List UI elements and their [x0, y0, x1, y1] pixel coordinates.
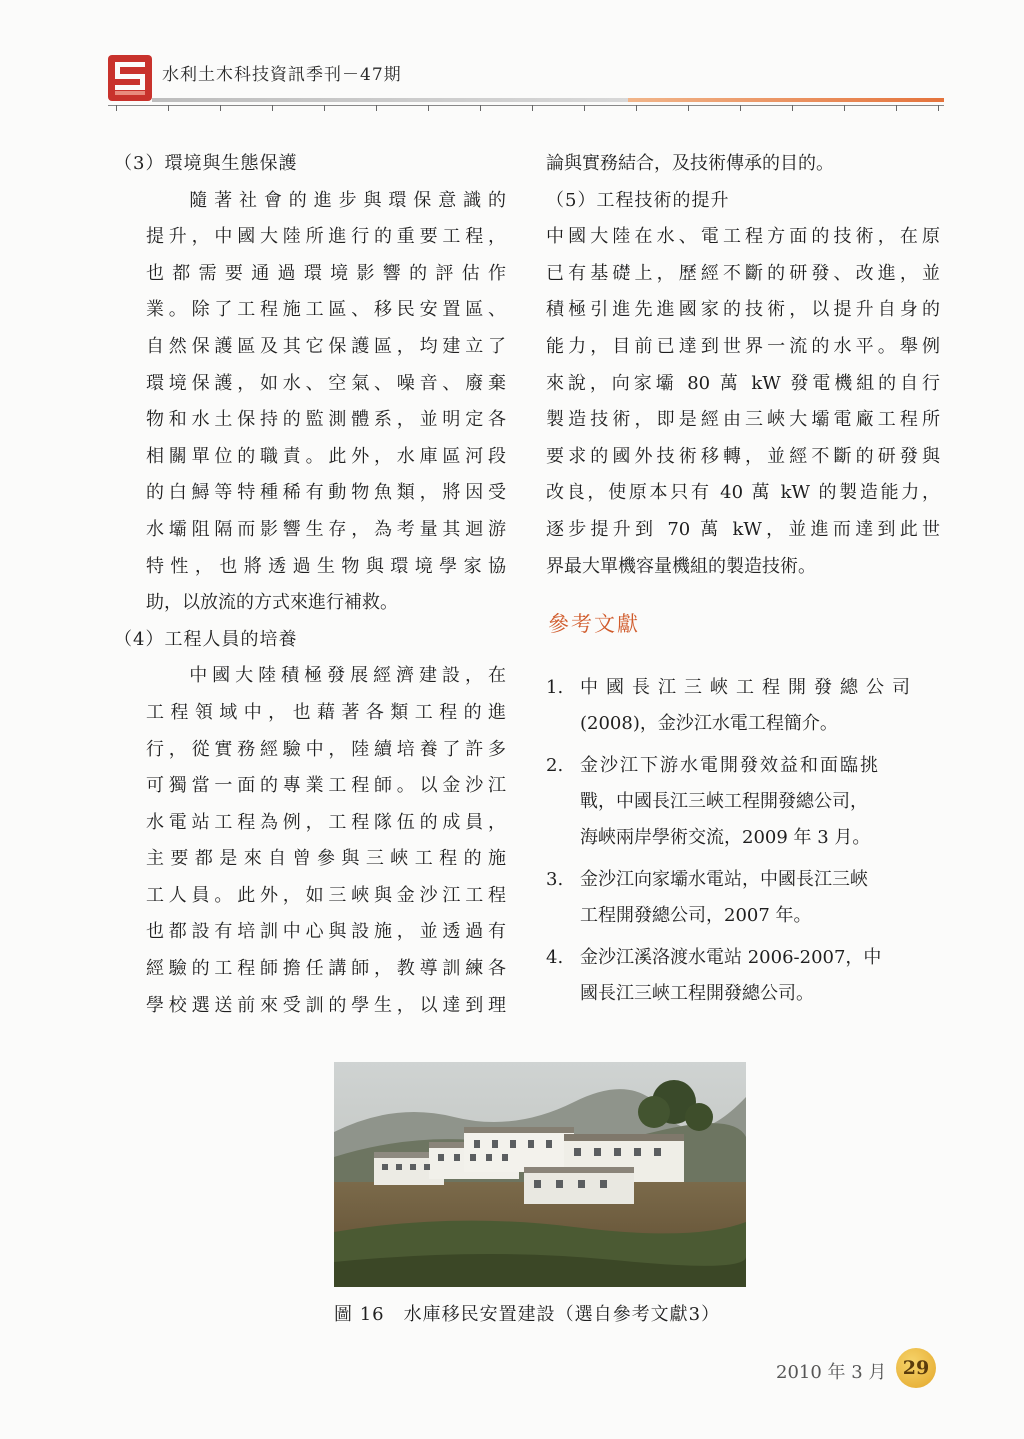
journal-logo-icon: [108, 55, 152, 101]
right-column: [546, 146, 940, 585]
section-heading-technology: （5）工程技術的提升: [546, 189, 730, 211]
left-column: [114, 146, 506, 1024]
text-line: 中國大陸積極發展經濟建設，在: [189, 665, 506, 687]
text-line: 改良，使原本只有 40 萬 kW 的製造能力，: [546, 482, 940, 504]
text-line: 經驗的工程師擔任講師，教導訓練各: [146, 958, 506, 980]
section-heading-engineers: （4）工程人員的培養: [114, 628, 298, 650]
section-body-environment: [114, 183, 506, 622]
text-line: 已有基礎上，歷經不斷的研發、改進，並: [546, 262, 940, 284]
text-line: 積極引進先進國家的技術，以提升自身的: [546, 299, 940, 321]
text-line: 環境保護，如水、空氣、噪音、廢棄: [146, 372, 506, 394]
text-line: 助，以放流的方式來進行補救。: [146, 592, 398, 614]
section-heading-environment: （3）環境與生態保護: [114, 153, 298, 174]
reference-text: 戰，中國長江三峽工程開發總公司，: [580, 791, 868, 812]
text-line: 來說，向家壩 80 萬 kW 發電機組的自行: [546, 372, 940, 394]
text-line: 隨著社會的進步與環保意識的: [189, 189, 506, 211]
reference-text: 金沙江向家壩水電站，中國長江三峽: [580, 869, 868, 890]
text-line: 相關單位的職責。此外，水庫區河段: [146, 445, 506, 467]
text-line: 業。除了工程施工區、移民安置區、: [146, 299, 506, 321]
text-line: 物和水土保持的監測體系，並明定各: [146, 409, 506, 431]
text-line: 可獨當一面的專業工程師。以金沙江: [146, 775, 506, 797]
text-line: 自然保護區及其它保護區，均建立了: [146, 335, 506, 357]
references-list: [546, 670, 940, 1018]
journal-title: 水利土木科技資訊季刊－47期: [162, 65, 402, 85]
section-body-engineers: [114, 658, 506, 1024]
reference-item: [546, 940, 940, 1012]
text-line: 要求的國外技術移轉，並經不斷的研發與: [546, 445, 940, 467]
text-line: 工人員。此外，如三峽與金沙江工程: [146, 884, 506, 906]
text-line: 能力，目前已達到世界一流的水平。舉例: [546, 335, 940, 357]
text-line: 的白鱘等特種稀有動物魚類，將因受: [146, 482, 506, 504]
text-line: 中國大陸在水、電工程方面的技術，在原: [546, 226, 940, 248]
issue-date: 2010 年 3 月: [776, 1362, 887, 1383]
reference-text: 海峽兩岸學術交流，2009 年 3 月。: [580, 827, 871, 848]
text-line: 主要都是來自曾參與三峽工程的施: [146, 848, 506, 870]
text-line: 製造技術，即是經由三峽大壩電廠工程所: [546, 409, 940, 431]
reference-text: 中國長江三峽工程開發總公司: [580, 677, 918, 698]
text-line: 提升，中國大陸所進行的重要工程，: [146, 226, 506, 248]
text-line: 論與實務結合，及技術傳承的目的。: [546, 153, 834, 174]
reference-number: 2.: [546, 755, 564, 776]
reference-text: 國長江三峽工程開發總公司。: [580, 983, 814, 1004]
text-line: 特性，也將透過生物與環境學家協: [146, 555, 506, 577]
text-line: 工程領域中，也藉著各類工程的進: [146, 701, 506, 723]
text-line: 逐步提升到 70 萬 kW，並進而達到此世: [546, 518, 940, 540]
text-line: 也都設有培訓中心與設施，並透過有: [146, 921, 506, 943]
reference-number: 1.: [546, 677, 564, 698]
text-line: 水電站工程為例，工程隊伍的成員，: [146, 811, 506, 833]
reference-number: 4.: [546, 947, 564, 968]
page-number: 29: [896, 1348, 936, 1388]
text-line: 學校選送前來受訓的學生，以達到理: [146, 994, 506, 1016]
references-title: 參考文獻: [548, 612, 640, 636]
reference-text: 工程開發總公司，2007 年。: [580, 905, 812, 926]
header-rule: [108, 98, 944, 110]
text-line: 也都需要通過環境影響的評估作: [146, 262, 506, 284]
resettlement-housing-photo: [334, 1062, 746, 1287]
reference-text: (2008)，金沙江水電工程簡介。: [580, 713, 838, 734]
reference-number: 3.: [546, 869, 564, 890]
reference-text: 金沙江溪洛渡水電站 2006-2007，中: [580, 947, 882, 968]
text-line: 水壩阻隔而影響生存，為考量其迴游: [146, 518, 506, 540]
reference-item: [546, 670, 940, 742]
reference-text: 金沙江下游水電開發效益和面臨挑: [580, 755, 880, 776]
reference-item: [546, 862, 940, 934]
reference-item: [546, 748, 940, 856]
text-line: 界最大單機容量機組的製造技術。: [546, 555, 816, 577]
figure-caption: 圖 16 水庫移民安置建設（選自參考文獻3）: [334, 1304, 721, 1325]
text-line: 行，從實務經驗中，陸續培養了許多: [146, 738, 506, 760]
